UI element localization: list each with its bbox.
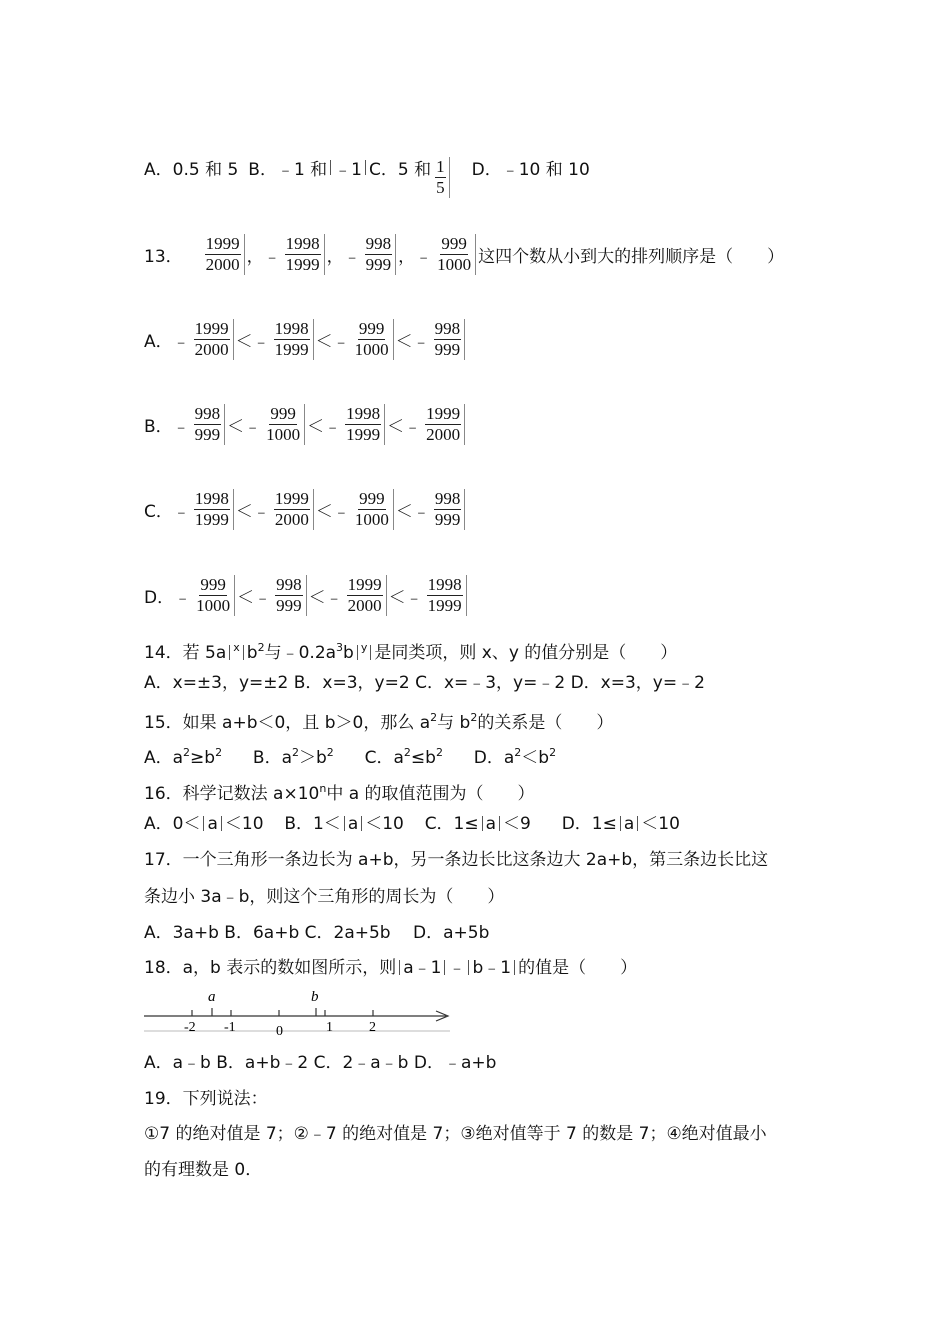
- tick-label: 0: [276, 1024, 283, 1038]
- q14-exponent: 3: [336, 641, 344, 654]
- fraction: [283, 234, 325, 275]
- tick-label: -2: [184, 1020, 196, 1035]
- q15-text-part: 与 b: [437, 713, 471, 733]
- q18-stem: [144, 956, 637, 980]
- less-than-sign: ＜﹣: [235, 332, 270, 352]
- fraction-denominator: 999: [365, 255, 392, 274]
- point-a-label: a: [208, 989, 216, 1005]
- fraction-denominator: 1000: [196, 596, 231, 615]
- option-label: A．﹣: [144, 332, 190, 352]
- q12-option-b-abs-value: ﹣1: [334, 160, 363, 180]
- q12-option-c-fraction: [433, 157, 450, 198]
- q15-exponent: 2: [430, 711, 438, 724]
- q17-stem-line2: 条边小 3a﹣b，则这个三角形的周长为（ ）: [144, 887, 505, 907]
- q13-number: 13．: [144, 247, 183, 267]
- q18-number-line: [144, 986, 454, 1038]
- q13-option-d: [144, 575, 469, 616]
- less-than-sign: ＜﹣: [395, 502, 430, 522]
- q18-text-part: 的值是（ ）: [518, 958, 638, 978]
- fraction: [263, 404, 305, 445]
- fraction-denominator: 1999: [346, 425, 381, 444]
- q17-options: A．3a+b B．6a+b C．2a+5b D．a+5b: [144, 923, 490, 943]
- q15-stem: [144, 706, 613, 735]
- abs-bar: [229, 645, 230, 660]
- q13-separator: ，﹣: [246, 247, 281, 267]
- q16-exponent: n: [319, 782, 327, 795]
- q15-option: D．$a^2<b^2$: [473, 746, 557, 768]
- less-than-sign: ＜﹣: [395, 332, 430, 352]
- option-label: B．﹣: [144, 417, 190, 437]
- q19-statements-line2: 的有理数是 0．: [144, 1160, 263, 1180]
- q12-option-a: A．0.5 和 5: [144, 160, 239, 180]
- q16-option: A．0＜ a ＜10: [144, 814, 264, 834]
- fraction-numerator: 998: [365, 234, 392, 253]
- fraction: [425, 575, 467, 616]
- q14-text-part: 是同类项，则 x、y 的值分别是（ ）: [374, 643, 678, 663]
- fraction-numerator: 1: [436, 157, 445, 176]
- tick-label: 2: [369, 1020, 376, 1035]
- q15-option: A．$a^2\ge b^2$: [144, 746, 223, 768]
- q13-question-text: 这四个数从小到大的排列顺序是（ ）: [478, 247, 785, 267]
- fraction-denominator: 1000: [266, 425, 301, 444]
- fraction-denominator: 1999: [427, 596, 462, 615]
- less-than-sign: ＜﹣: [237, 588, 272, 608]
- q15-option: B．$a^2>b^2$: [252, 746, 334, 768]
- fraction-denominator: 999: [194, 425, 221, 444]
- abs-bar: [365, 160, 366, 175]
- less-than-sign: ＜﹣: [315, 502, 350, 522]
- abs-bar: [468, 960, 469, 975]
- fraction: [434, 234, 476, 275]
- fraction-denominator: 1000: [437, 255, 472, 274]
- tick-label: 1: [326, 1020, 333, 1035]
- fraction-numerator: 1999: [194, 319, 229, 338]
- q18-text-part: 18．a，b 表示的数如图所示，则: [144, 958, 397, 978]
- fraction-denominator: 1999: [274, 340, 309, 359]
- q14-exponent-x: x: [233, 641, 240, 654]
- fraction: [192, 319, 234, 360]
- q16-option: D．1≤ a ＜10: [561, 814, 680, 834]
- q14-options: A．x=±3，y=±2 B．x=3，y=2 C．x=﹣3，y=﹣2 D．x=3，y=﹣2: [144, 673, 705, 693]
- fraction: [192, 404, 226, 445]
- q15-exponent: 2: [470, 711, 478, 724]
- q18-abs-expr: a﹣1: [403, 958, 442, 978]
- q12-option-c-prefix: C．5 和: [369, 160, 432, 180]
- q15-option: C．$a^2\le b^2$: [364, 746, 443, 768]
- fraction-denominator: 1999: [194, 510, 229, 529]
- fraction-denominator: 2000: [205, 255, 240, 274]
- q13-stem: [144, 234, 784, 275]
- fraction-denominator: 999: [434, 340, 461, 359]
- q13-fraction-list: [201, 234, 479, 275]
- abs-bar: [514, 960, 515, 975]
- fraction-denominator: 2000: [347, 596, 382, 615]
- q14-text-part: 与﹣0.2a: [264, 643, 337, 663]
- q16-option: C．1≤ a ＜9: [424, 814, 531, 834]
- abs-bar: [399, 960, 400, 975]
- fraction-numerator: 1998: [274, 319, 309, 338]
- q13-option-b: [144, 404, 467, 445]
- option-label: C．﹣: [144, 502, 190, 522]
- abs-bar: [243, 645, 244, 660]
- q13-option-a: [144, 319, 467, 360]
- q17-stem-line1: 17．一个三角形一条边长为 a+b，另一条边长比这条边大 2a+b，第三条边长比这: [144, 850, 769, 870]
- fraction-numerator: 1999: [274, 489, 309, 508]
- fraction-numerator: 1999: [426, 404, 461, 423]
- less-than-sign: ＜﹣: [387, 417, 422, 437]
- q16-stem: [144, 777, 535, 806]
- fraction-numerator: 999: [441, 234, 467, 253]
- fraction-denominator: 999: [434, 510, 461, 529]
- abs-bar: [370, 645, 371, 660]
- q16-options: [144, 812, 680, 836]
- q14-text-part: b: [343, 643, 354, 663]
- less-than-sign: ＜﹣: [227, 417, 262, 437]
- less-than-sign: ＜﹣: [307, 417, 342, 437]
- less-than-sign: ＜﹣: [235, 502, 270, 522]
- fraction-numerator: 1999: [205, 234, 240, 253]
- fraction-denominator: 1000: [354, 510, 389, 529]
- fraction: [363, 234, 397, 275]
- q15-text-part: 15．如果 a+b＜0，且 b＞0，那么 a: [144, 713, 431, 733]
- q19-statements-line1: ①7 的绝对值是 7；②﹣7 的绝对值是 7；③绝对值等于 7 的数是 7；④绝对值最小: [144, 1124, 767, 1144]
- q15-options: [144, 741, 556, 770]
- fraction: [352, 319, 394, 360]
- q14-exponent-y: y: [360, 641, 368, 654]
- q15-text-part: 的关系是（ ）: [477, 713, 614, 733]
- less-than-sign: ＜﹣: [308, 588, 343, 608]
- q12-options: [144, 147, 590, 197]
- option-label: D．﹣: [144, 588, 192, 608]
- fraction: [272, 319, 314, 360]
- fraction-numerator: 998: [276, 575, 302, 594]
- fraction-denominator: 1000: [354, 340, 389, 359]
- fraction: [273, 575, 307, 616]
- q18-text-part: ﹣: [448, 958, 466, 978]
- fraction-denominator: 5: [436, 178, 445, 197]
- fraction-numerator: 1999: [347, 575, 382, 594]
- q14-text-part: b: [246, 643, 258, 663]
- fraction: [203, 234, 245, 275]
- fraction: [352, 489, 394, 530]
- fraction-numerator: 1998: [346, 404, 381, 423]
- fraction: [432, 319, 466, 360]
- tick-label: -1: [224, 1020, 236, 1035]
- q18-abs-expr: b﹣1: [472, 958, 512, 978]
- fraction-numerator: 999: [358, 319, 385, 338]
- q16-text-part: 16．科学记数法 a×10: [144, 784, 320, 804]
- point-b-label: b: [311, 989, 319, 1005]
- fraction-numerator: 999: [359, 489, 385, 508]
- fraction-numerator: 1998: [194, 489, 229, 508]
- fraction-denominator: 1999: [285, 255, 320, 274]
- fraction-denominator: 2000: [194, 340, 229, 359]
- abs-bar: [444, 960, 445, 975]
- q13-separator: ，﹣: [326, 247, 361, 267]
- less-than-sign: ＜﹣: [315, 332, 350, 352]
- fraction-numerator: 1998: [427, 575, 462, 594]
- fraction-numerator: 998: [434, 319, 461, 338]
- abs-bar: [357, 645, 358, 660]
- q16-text-part: 中 a 的取值范围为（ ）: [326, 784, 535, 804]
- fraction: [345, 575, 387, 616]
- fraction-denominator: 2000: [274, 510, 309, 529]
- less-than-sign: ＜﹣: [388, 588, 423, 608]
- fraction-numerator: 999: [270, 404, 296, 423]
- q12-option-d: D．﹣10 和 10: [471, 160, 590, 180]
- q14-exponent: 2: [257, 641, 265, 654]
- fraction: [432, 489, 466, 530]
- fraction: [192, 489, 234, 530]
- q14-stem: [144, 636, 677, 665]
- fraction-denominator: 999: [276, 596, 302, 615]
- q13-option-c: [144, 489, 467, 530]
- fraction: [343, 404, 385, 445]
- fraction-numerator: 1998: [285, 234, 320, 253]
- q13-separator: ，﹣: [398, 247, 433, 267]
- q18-options: A．a﹣b B．a+b﹣2 C．2﹣a﹣b D．﹣a+b: [144, 1053, 497, 1073]
- fraction-denominator: 2000: [426, 425, 461, 444]
- q16-option: B．1＜ a ＜10: [284, 814, 404, 834]
- q14-text-part: 14．若 5a: [144, 643, 227, 663]
- fraction: [423, 404, 465, 445]
- fraction: [193, 575, 235, 616]
- abs-bar: [330, 160, 331, 175]
- fraction: [272, 489, 314, 530]
- fraction-numerator: 999: [200, 575, 226, 594]
- fraction-numerator: 998: [434, 489, 461, 508]
- fraction-numerator: 998: [194, 404, 221, 423]
- q12-option-b-prefix: B．﹣1 和: [248, 160, 328, 180]
- q19-stem: 19．下列说法：: [144, 1089, 268, 1109]
